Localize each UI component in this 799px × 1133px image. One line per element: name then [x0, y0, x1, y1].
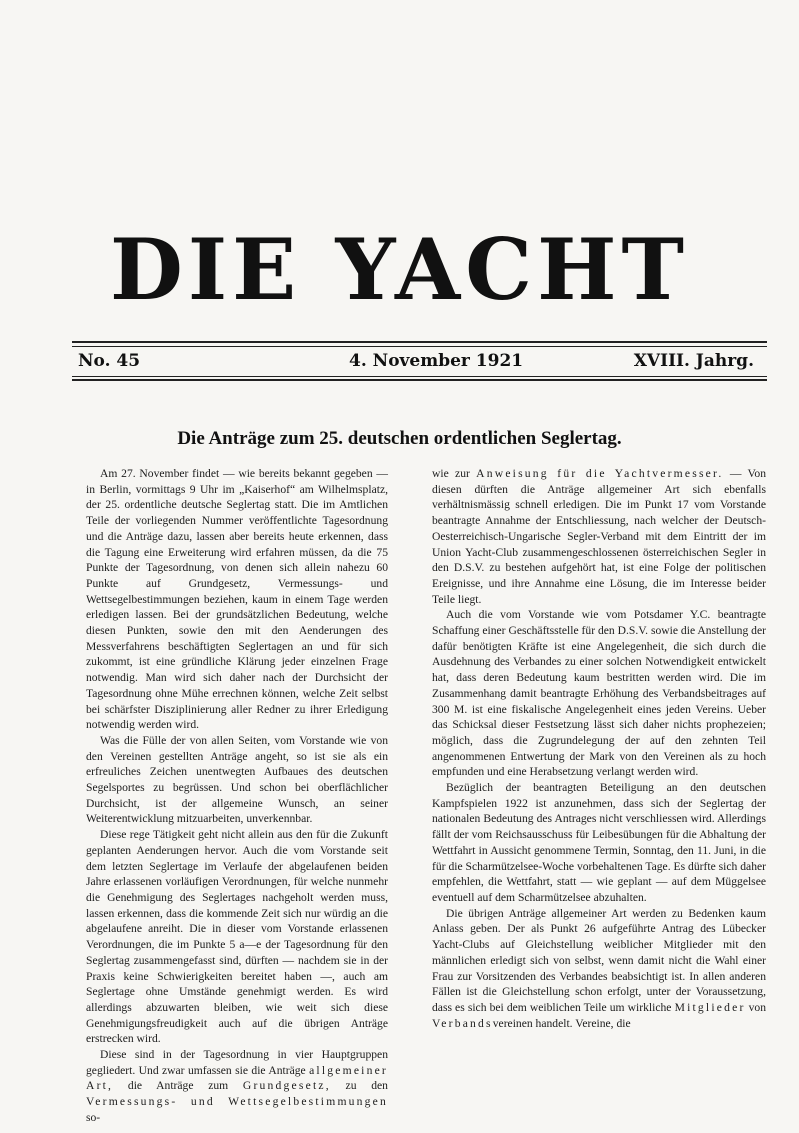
paragraph [86, 1047, 388, 1126]
emphasis-text: Mitglieder [674, 1000, 746, 1014]
paragraph-text: Diese sind in der Tagesordnung in vier Hauptgruppen gegliedert. Und zwar umfassen sie die Anträge [86, 1048, 388, 1077]
paragraph: Diese rege Tätigkeit geht nicht allein aus den für die Zukunft geplanten Aenderungen hervor. Auch die vom Vorstande seit dem letzten Seglertage im Verlaufe der abgelaufenen beiden Jahre erlassenen vorläufigen Verordnungen, für welche nunmehr die Genehmigung des Seglertages nachgeholt werden muss, lassen erkennen, dass die kommende Zeit sich nur würdig an die abgelaufene anreiht. Die in dieser vom Vorstande erlassenen Verordnungen, die im Punkte 5 a—e der Tagesordnung für den Seglertag zusammengefasst sind, dürften — nachdem sie in der Praxis keine Schwierigkeiten bereitet haben —, auch am Seglertage ohne Umstände genehmigt werden. Es wird allerdings abzuwarten bleiben, wie weit sich diese Genehmigungsfreudigkeit auch auf die übrigen Anträge erstrecken wird. [86, 828, 388, 1046]
emphasis-text: Anweisung für die Yachtvermesser. [476, 467, 724, 480]
paragraph-text: die Anträge zum [127, 1079, 229, 1093]
issue-rule-bottom-thin [72, 376, 767, 377]
paragraph-text: von [748, 1000, 767, 1014]
paragraph: Was die Fülle der von allen Seiten, vom Vorstande wie von den Vereinen gestellten Anträge angeht, so ist sie als ein erfreuliches Zeichen unentwegten Aufbaues des deutschen Segelsportes zu begrüssen. Und schon bei oberflächlicher Durchsicht, ist der allgemeine Wunsch, an seiner Weiterentwicklung mitzuarbeiten, unverkennbar. [86, 733, 388, 826]
paragraph-text: — Von diesen dürften die Anträge allgemeiner Art sich ebenfalls verhältnismässig schnell erledigen. Die im Punkt 17 vom Vorstande beantragte Annahme der Entschliessung, nach welcher der Deutsch-Oesterreichisch-Ungarische Segler-Verband mit dem Eintritt der im Union Yacht-Club zusammengeschlossenen österreichischen Segler in den D.S.V. zu bestehen aufgehört hat, ist eine Folge der politischen Ereignisse, und ihre Annahme eine Lösung, die im Interesse beider Teile liegt. [432, 467, 767, 606]
issue-line [76, 351, 764, 373]
article-column-right [432, 466, 766, 1031]
emphasis-text: allgemeiner Art, [86, 1063, 388, 1093]
emphasis-text: Vermessungs- und Wettsegelbestimmungen [86, 1095, 388, 1109]
paragraph-text: so- [86, 1110, 101, 1124]
masthead-title: DIE YACHT [110, 220, 689, 319]
paragraph-text: wie zur [432, 467, 470, 480]
paragraph: Auch die vom Vorstande wie vom Potsdamer Y.C. beantragte Schaffung einer Geschäftsstelle für den D.S.V. sowie die Anstellung der dafür benötigten Kräfte ist eine Angelegenheit, die sich durch die Ausdehnung des Verbandes zu einer solchen Notwendigkeit entwickelt hat, dass deren Bedeutung kaum bestritten werden wird. Die im Zusammenhang damit beantragte Erhöhung des Verbandsbeitrages auf 300 M. ist eine fiskalische Angelegenheit eines jeden Vereins. Ueber das Schicksal dieser Festsetzung lässt sich daher nichts prophezeien; möglich, dass die Zugrundelegung der auf den zehnten Teil angenommenen Entwertung der Mark von den Vereinen als zu hoch empfunden und eine Herabsetzung verlangt werden wird. [432, 608, 766, 779]
article-column-left [86, 466, 388, 1126]
paragraph-text: Die übrigen Anträge allgemeiner Art werden zu Bedenken kaum Anlass geben. Der als Punkt 26 aufgeführte Antrag des Lübecker Yacht-Clubs auf Gleichstellung weiblicher Mitglieder mit den männlichen erledigt sich von selbst, wenn damit nicht die Wahl einer Frau zur Vorsitzenden des Verbandes beabsichtigt ist. In allen anderen Fällen ist die Gleichstellung schon erfolgt, unter der Voraussetzung, dass es sich bei dem weiblichen Teile um wirkliche [432, 906, 766, 1014]
issue-rule-bottom [72, 379, 767, 381]
paragraph-text: vereinen handelt. Vereine, die [492, 1016, 631, 1030]
issue-date: 4. November 1921 [349, 351, 524, 371]
issue-number: No. 45 [78, 351, 141, 371]
article-headline: Die Anträge zum 25. deutschen ordentlichen Seglertag. [177, 428, 622, 449]
issue-volume: XVIII. Jahrg. [633, 351, 754, 371]
masthead-rule-top [72, 341, 767, 343]
paragraph-text: zu den [345, 1079, 388, 1093]
masthead-rule-top-thin [72, 346, 767, 347]
paragraph [432, 906, 766, 1032]
emphasis-text: Verbands [432, 1016, 493, 1030]
paragraph: Am 27. November findet — wie bereits bekannt gegeben — in Berlin, vormittags 9 Uhr im „Kaiserhof“ am Wilhelmsplatz, der 25. ordentliche deutsche Seglertag statt. Die im Amtlichen Teile der vorliegenden Nummer veröffentlichte Tagesordnung und die Anträge dazu, lassen aber bereits heute erkennen, dass die Tagung eine Erweiterung wird erfahren müssen, da die 75 Punkte der Tagesordnung, von denen sich allein nahezu 60 Punkte auf Grundgesetz, Vermessungs- und Wettsegelbestimmungen beziehen, kaum in einem Tage werden erledigen lassen. Bei der grundsätzlichen Bedeutung, welche diesen Punkten, sowie den mit den Aenderungen des Messverfahrens beschäftigten Seglertagen an und für sich zukommt, ist eine gründliche Klärung jeder einzelnen Frage notwendig. Man wird sich daher nach der Durchsicht der Tagesordnung ohne Mühe errechnen können, welche Zeit selbst bei schärfster Disziplinierung aller Redner zu ihrer Erledigung notwendig werden wird. [86, 467, 388, 732]
paragraph: Bezüglich der beantragten Beteiligung an den deutschen Kampfspielen 1922 ist anzunehmen, dass sich der Seglertag der nationalen Bedeutung des Antrages nicht verschliessen wird. Allerdings fällt der vom Reichsausschuss für Leibesübungen für die Abhaltung der Wettfahrt in Aussicht genommene Termin, Sonntag, den 11. Juni, in die für die Scharmützelsee-Woche vorbehaltenen Tage. Es dürfte sich daher empfehlen, die Wettfahrt, statt — wie geplant — auf dem Müggelsee eventuell auf dem Scharmützelsee abzuhalten. [432, 781, 766, 904]
paragraph [432, 466, 766, 607]
emphasis-text: Grundgesetz, [242, 1079, 331, 1093]
